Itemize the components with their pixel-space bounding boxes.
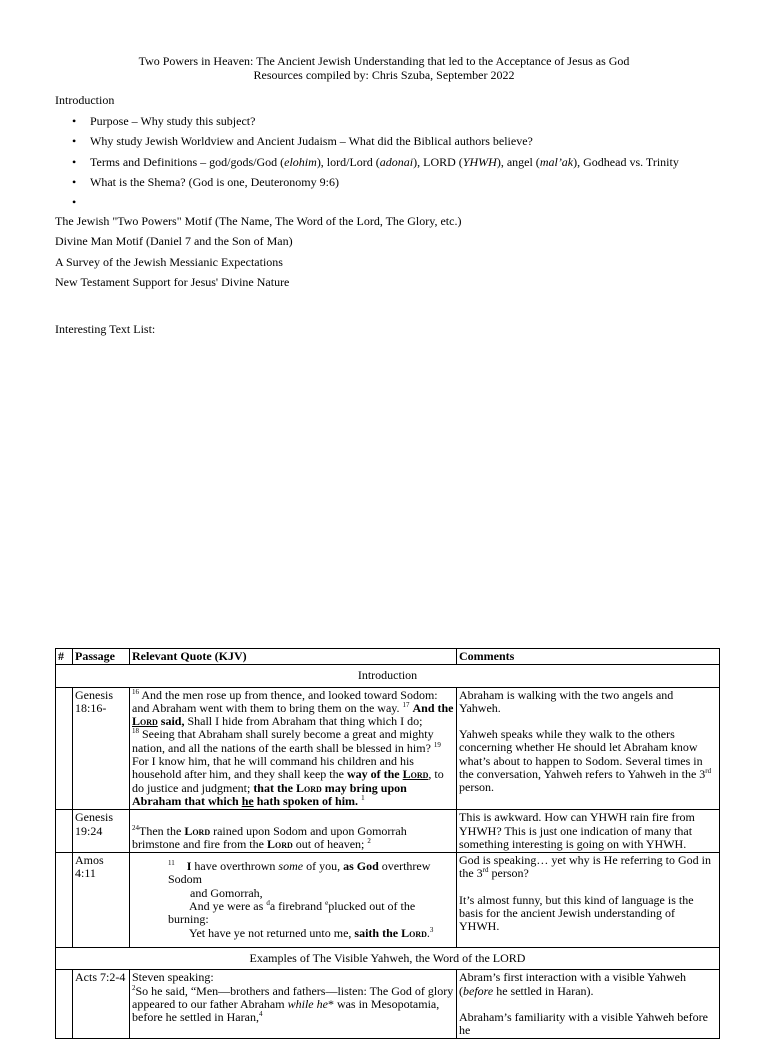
bullet-text: Terms and Definitions – god/gods/God ( [90, 154, 285, 169]
quote-text: way of the [346, 767, 400, 782]
table-row [56, 810, 720, 853]
quote-text: And the [412, 700, 454, 715]
quote-text: Then the [139, 823, 182, 838]
passage-cell: Amos 4:11 [73, 853, 130, 948]
quote-cell [130, 853, 457, 948]
document-title: Two Powers in Heaven: The Ancient Jewish Understanding that led to the Acceptance of Jesus as God [138, 54, 630, 68]
quote-text: plucked out of the burning: [168, 899, 416, 927]
document-subtitle: Resources compiled by: Chris Szuba, September 2022 [253, 68, 515, 82]
quote-text: some [278, 859, 304, 874]
quote-text: that the [253, 780, 293, 795]
document-header [0, 54, 768, 82]
quote-text: may bring upon Abraham that which [132, 780, 407, 808]
term-adonai: adonai [379, 154, 414, 169]
quote-text: Steven speaking: [132, 970, 214, 985]
bullet-item-empty [55, 195, 735, 215]
table-row [56, 853, 720, 948]
quote-text: And ye were as [189, 899, 264, 914]
quote-text: So he said, “Men—brothers and fathers—listen: The God of glory appeared to our father Abraham [132, 983, 454, 1011]
row-num [56, 970, 73, 1039]
quote-text: hath spoken of him. [256, 793, 359, 808]
superscript: rd [482, 866, 489, 875]
topic-item: New Testament Support for Jesus' Divine Nature [55, 274, 290, 289]
lord-text: Lord [402, 767, 429, 782]
lord-text: Lord [132, 714, 158, 729]
section-title: Introduction [56, 665, 720, 687]
lord-text: Lord [401, 925, 427, 940]
table-header-row [56, 649, 720, 665]
quote-text: , to do justice and judgment; [132, 767, 444, 795]
term-elohim: elohim [284, 154, 317, 169]
quote-text: he [241, 793, 254, 808]
comment-cell: This is awkward. How can YHWH rain fire from YHWH? This is just one indication of many that something interesting is going on with YHWH. [457, 810, 720, 853]
quote-text: of you, [306, 859, 341, 874]
comment-text: he settled in Haran). [496, 983, 594, 998]
verse-number: 18 [132, 727, 139, 736]
topic-item: A Survey of the Jewish Messianic Expectations [55, 254, 283, 269]
comment-cell [457, 970, 720, 1039]
quote-cell [130, 687, 457, 810]
poem-line [132, 900, 454, 927]
quote-text: . [426, 925, 430, 940]
row-num [56, 853, 73, 948]
poem-line: and Gomorrah, [190, 885, 263, 900]
footnote-ref[interactable]: 2 [367, 836, 371, 845]
quote-text: saith the [354, 925, 399, 940]
comment-text: Abram’s first interaction with a visible Yahweh ( [459, 970, 686, 998]
bullet-item [55, 134, 735, 154]
table-row [56, 687, 720, 810]
superscript: rd [705, 767, 712, 776]
comment-text [459, 728, 717, 794]
cross-ref[interactable]: e [325, 899, 329, 908]
bullet-item [55, 114, 735, 134]
footnote-ref[interactable]: 4 [258, 1010, 263, 1019]
intro-heading: Introduction [55, 93, 115, 107]
bullet-text: ), angel ( [496, 154, 540, 169]
comment-text: Yahweh speaks while they walk to the others concerning whether He should let Abraham know what’s about to happen to Sodom. Several times in the conversation, Yahweh refers to Yahweh in the 3 [459, 727, 706, 782]
passage-cell: Acts 7:2-4 [73, 970, 130, 1039]
topic-item: Divine Man Motif (Daniel 7 and the Son of Man) [55, 234, 293, 249]
bullet-text: ), lord/Lord ( [316, 154, 380, 169]
intro-bullet-list [55, 114, 735, 215]
quote-text: For I know him, that he will command his children and his household after him, and they shall keep the [132, 754, 414, 782]
comment-text [459, 971, 717, 998]
bullet-text: What is the Shema? (God is one, Deuteronomy 9:6) [90, 174, 339, 189]
quote-text: rained upon Sodom and upon Gomorrah brimstone and fire from the [132, 823, 407, 851]
lord-text: Lord [266, 836, 293, 851]
bullet-text: Purpose – Why study this subject? [90, 114, 256, 128]
comment-cell [457, 687, 720, 810]
quote-text: as God [343, 859, 379, 874]
comment-text: person? [491, 866, 529, 881]
cross-ref[interactable]: d [266, 899, 270, 908]
quote-cell [130, 810, 457, 853]
comment-text: God is speaking… yet why is He referring to God in the 3 [459, 853, 711, 881]
footnote-ref[interactable]: 3 [429, 925, 434, 934]
header-num: # [56, 649, 73, 665]
verse-number: 16 [132, 687, 139, 696]
verse-number: 19 [433, 740, 441, 749]
quote-text: Seeing that Abraham shall surely become a great and mighty nation, and all the nations of the earth shall be blessed in him? [132, 727, 434, 755]
comment-text: person. [459, 780, 494, 795]
row-num [56, 687, 73, 810]
verse-number: 11 [168, 859, 175, 868]
verse-number: 2 [132, 983, 136, 992]
quote-text: have overthrown [194, 859, 276, 874]
bullet-item [55, 155, 735, 175]
passage-cell: Genesis 18:16- [73, 687, 130, 810]
section-title: Examples of The Visible Yahweh, the Word of the LORD [56, 947, 720, 969]
topic-list [55, 214, 735, 295]
header-comments: Comments [457, 649, 720, 665]
quote-text: * was in Mesopotamia, before he settled in Haran, [132, 996, 440, 1025]
header-quote: Relevant Quote (KJV) [130, 649, 457, 665]
verse-number: 24 [132, 823, 139, 832]
bullet-text: ), Godhead vs. Trinity [573, 154, 679, 169]
quote-text: while he [287, 996, 328, 1011]
table-row [56, 970, 720, 1039]
comment-text: before [463, 983, 494, 998]
poem-line [132, 860, 454, 887]
section-row [56, 947, 720, 969]
footnote-ref[interactable]: 1 [361, 793, 365, 802]
bullet-text: ), LORD ( [413, 154, 463, 169]
quote-cell [130, 970, 457, 1039]
term-yhwh: YHWH [462, 154, 497, 169]
quote-text: a firebrand [269, 899, 323, 914]
interesting-text-label: Interesting Text List: [55, 322, 156, 336]
header-passage: Passage [73, 649, 130, 665]
quote-text: said, [160, 714, 185, 729]
term-malak: mal’ak [539, 154, 574, 169]
comment-text: It’s almost funny, but this kind of language is the basis for the ancient Jewish understanding of YHWH. [459, 892, 694, 934]
row-num [56, 810, 73, 853]
scripture-table [55, 648, 720, 1039]
comment-cell [457, 853, 720, 948]
poem-line [132, 927, 454, 940]
lord-text: Lord [184, 823, 211, 838]
quote-text: out of heaven; [295, 836, 365, 851]
bullet-text: Why study Jewish Worldview and Ancient Judaism – What did the Biblical authors believe? [90, 134, 533, 149]
comment-text [459, 854, 717, 881]
bullet-item [55, 175, 735, 195]
verse-number: 17 [402, 700, 410, 709]
quote-text: And the men rose up from thence, and looked toward Sodom: and Abraham went with them to bring them on the way. [132, 687, 438, 715]
topic-item: The Jewish "Two Powers" Motif (The Name, The Word of the Lord, The Glory, etc.) [55, 214, 462, 228]
passage-cell: Genesis 19:24 [73, 810, 130, 853]
quote-text: I [186, 859, 192, 874]
quote-text: Shall I hide from Abraham that thing which I do; [187, 714, 423, 729]
lord-text: Lord [295, 780, 322, 795]
section-row [56, 665, 720, 687]
comment-text: Abraham’s familiarity with a visible Yahweh before he [459, 1009, 708, 1038]
comment-text: Abraham is walking with the two angels and Yahweh. [459, 687, 674, 715]
quote-text: overthrew Sodom [168, 859, 431, 887]
quote-text: Yet have ye not returned unto me, [189, 925, 352, 940]
